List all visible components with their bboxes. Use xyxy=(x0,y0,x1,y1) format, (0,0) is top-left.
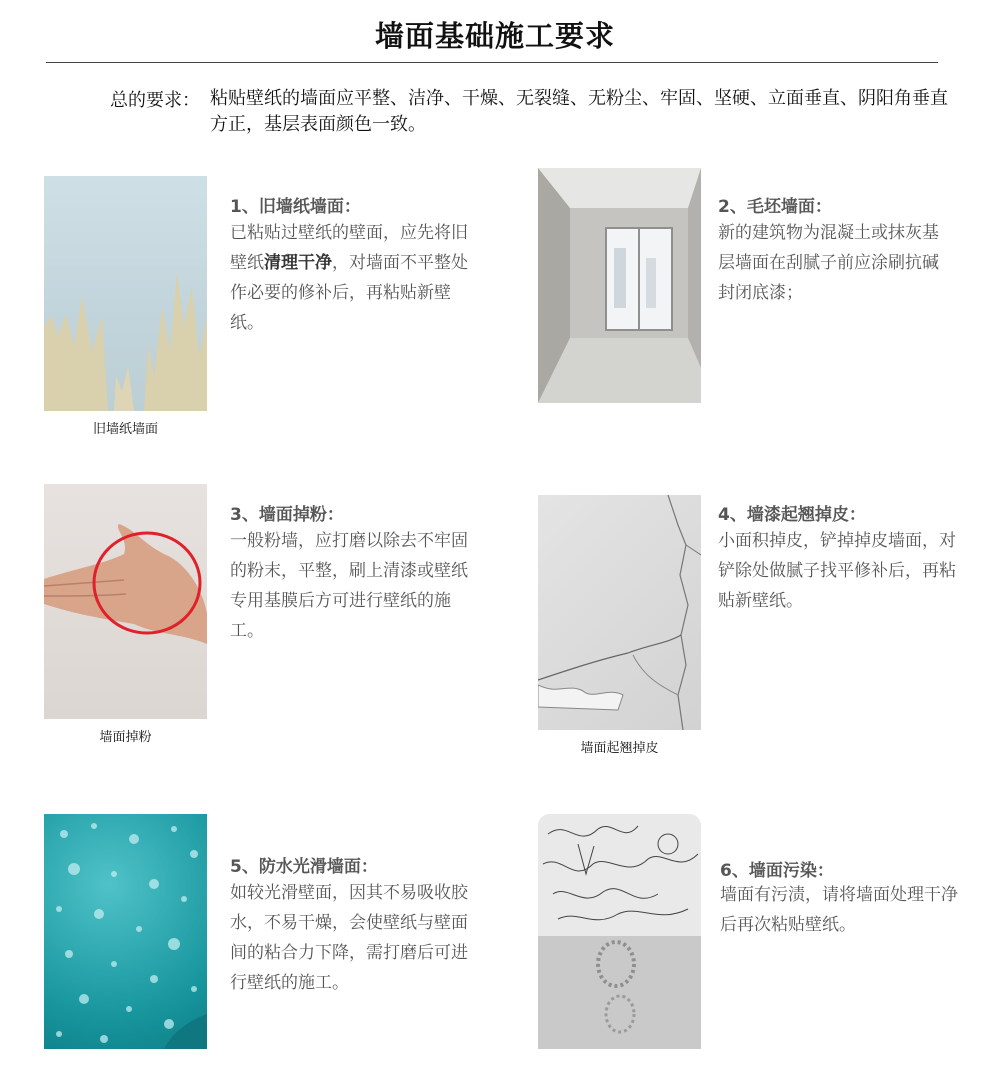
item-6-title: 6、墙面污染： xyxy=(720,861,834,881)
item-6-body: 墙面有污渍，请将墙面处理干净后再次粘贴壁纸。 xyxy=(720,885,958,935)
item-4-title: 4、墙漆起翘掉皮： xyxy=(718,505,866,525)
item-2-title: 2、毛坯墙面： xyxy=(718,197,832,217)
old-wallpaper-photo xyxy=(44,176,207,411)
old-wallpaper-stain-image xyxy=(44,176,207,411)
old-wallpaper-caption: 旧墙纸墙面 xyxy=(92,422,158,437)
title-divider xyxy=(46,62,938,63)
item-5-body: 如较光滑壁面，因其不易吸收胶水，不易干燥，会使壁纸与壁面间的粘合力下降，需打磨后可进行壁纸的施工。 xyxy=(230,883,468,993)
rough-room-image xyxy=(538,168,701,403)
graffiti-footprint-image xyxy=(538,814,701,1049)
peeling-paint-photo xyxy=(538,495,701,730)
peeling-paint-image xyxy=(538,495,701,730)
powdery-wall-photo xyxy=(44,484,207,719)
palm-on-wall-image xyxy=(44,484,207,719)
item-1-body: 已粘贴过壁纸的壁面，应先将旧壁纸清理干净，对墙面不平整处作必要的修补后，再粘贴新壁纸。 xyxy=(230,223,468,333)
item-1-title: 1、旧墙纸墙面： xyxy=(230,197,361,217)
item-3-title: 3、墙面掉粉： xyxy=(230,505,344,525)
item-4-body: 小面积掉皮，铲掉掉皮墙面，对铲除处做腻子找平修补后，再粘贴新壁纸。 xyxy=(718,531,956,611)
requirement-text: 粘贴壁纸的墙面应平整、洁净、干燥、无裂缝、无粉尘、牢固、坚硬、立面垂直、阴阳角垂直方正，基层表面颜色一致。 xyxy=(210,88,948,135)
rough-room-photo xyxy=(538,168,701,403)
page-title: 墙面基础施工要求 xyxy=(374,19,615,53)
stained-wall-photo xyxy=(538,814,701,1049)
water-drops-image xyxy=(44,814,207,1049)
item-2-body: 新的建筑物为混凝土或抹灰基层墙面在刮腻子前应涂刷抗碱封闭底漆； xyxy=(718,223,939,303)
water-drops-photo xyxy=(44,814,207,1049)
item-3-body: 一般粉墙，应打磨以除去不牢固的粉末，平整，刷上清漆或壁纸专用基膜后方可进行壁纸的施工。 xyxy=(230,531,468,641)
requirement-label: 总的要求： xyxy=(110,90,200,111)
item-5-title: 5、防水光滑墙面： xyxy=(230,857,378,877)
powdery-wall-caption: 墙面掉粉 xyxy=(99,730,152,745)
peeling-paint-caption: 墙面起翘掉皮 xyxy=(580,741,659,756)
